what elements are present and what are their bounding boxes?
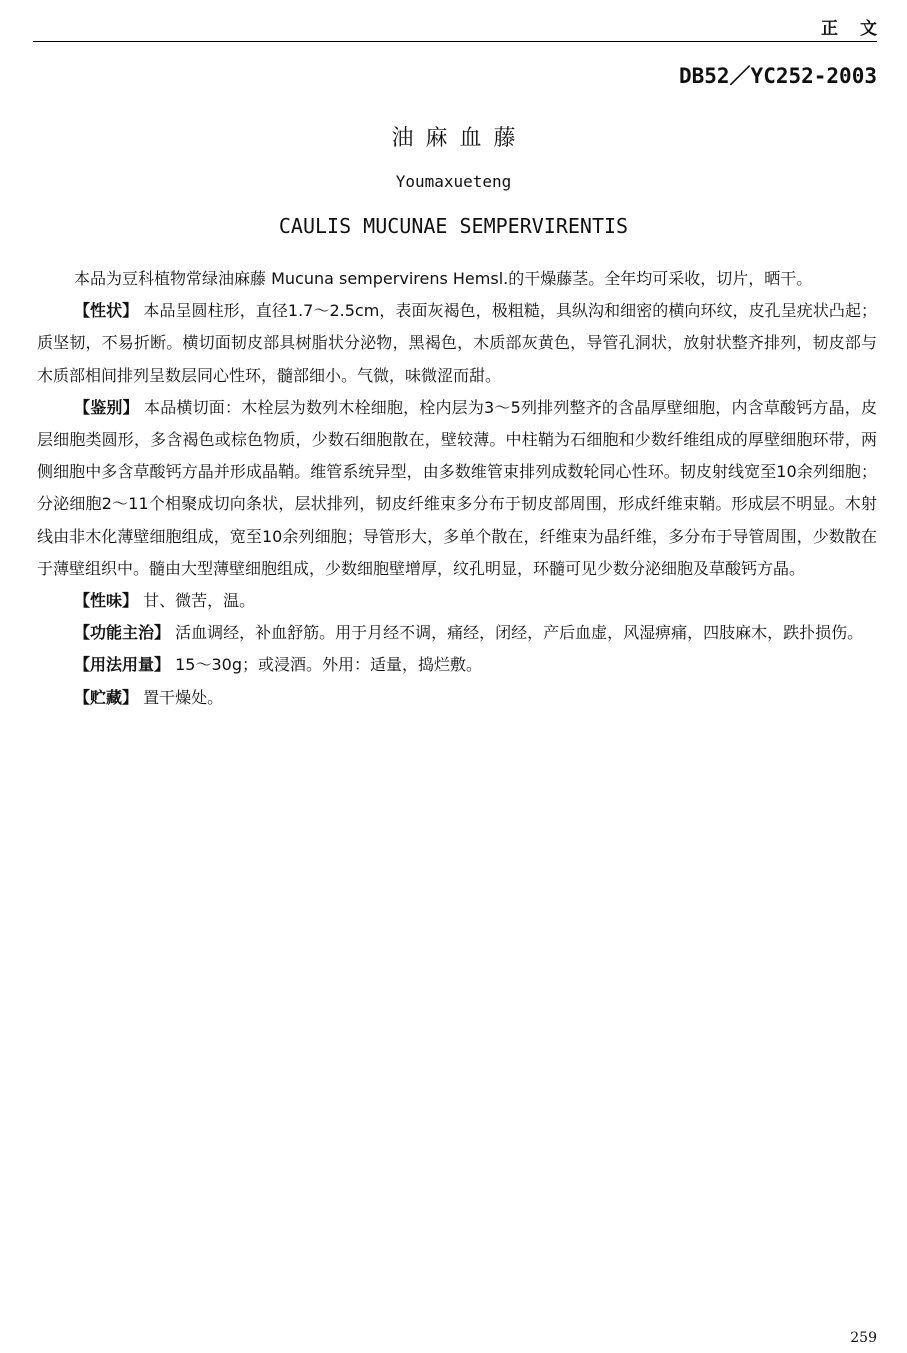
section-label: 【性味】 <box>74 591 139 611</box>
intro-paragraph: 本品为豆科植物常绿油麻藤 Mucuna sempervirens Hemsl.的干燥藤茎。全年均可采收，切片，晒干。 <box>74 269 813 288</box>
section-label: 【性状】 <box>74 301 139 321</box>
section-appearance <box>37 295 877 392</box>
section-text: 甘、微苦，温。 <box>143 591 256 611</box>
page-number: 259 <box>850 1330 877 1346</box>
section-text: 本品横切面：木栓层为数列木栓细胞，栓内层为3～5列排列整齐的含晶厚壁细胞，内含草酸钙方晶，皮层细胞类圆形，多含褐色或棕色物质，少数石细胞散在，壁较薄。中柱鞘为石细胞和少数纤维组成的厚壁细胞环带，两侧细胞中多含草酸钙方晶并形成晶鞘。维管系统异型，由多数维管束排列成数轮同心性环。韧皮射线宽至10余列细胞；分泌细胞2～11个相聚成切向条状，层状排列，韧皮纤维束多分布于韧皮部周围，形成纤维束鞘。形成层不明显。木射线由非木化薄壁细胞组成，宽至10余列细胞；导管形大，多单个散在，纤维束为晶纤维，多分布于导管周围，少数散在于薄壁组织中。髓由大型薄壁细胞组成，少数细胞壁增厚，纹孔明显，环髓可见少数分泌细胞及草酸钙方晶。 <box>37 397 877 578</box>
title-pinyin: Youmaxueteng <box>395 172 512 191</box>
title-latin: CAULIS MUCUNAE SEMPERVIRENTIS <box>278 214 629 238</box>
section-label: 【用法用量】 <box>74 655 171 675</box>
header-rule <box>33 41 877 42</box>
section-label: 【鉴别】 <box>74 397 139 417</box>
section-usage-dosage <box>37 649 877 681</box>
section-text: 置干燥处。 <box>143 687 224 707</box>
section-text: 15～30g；或浸酒。外用：适量，捣烂敷。 <box>175 655 482 675</box>
section-text: 活血调经，补血舒筋。用于月经不调，痛经，闭经，产后血虚，风湿痹痛，四肢麻木，跌扑损伤。 <box>175 623 864 643</box>
section-nature-flavor <box>37 585 877 617</box>
section-functions <box>37 617 877 649</box>
standard-code: DB52／YC252-2003 <box>678 64 877 88</box>
section-identification <box>37 392 877 585</box>
title-chinese: 油麻血藤 <box>391 126 528 151</box>
section-text: 本品呈圆柱形，直径1.7～2.5cm，表面灰褐色，极粗糙，具纵沟和细密的横向环纹，皮孔呈疣状凸起；质坚韧，不易折断。横切面韧皮部具树脂状分泌物，黑褐色，木质部灰黄色，导管孔洞状，放射状整齐排列，韧皮部与木质部相间排列呈数层同心性环，髓部细小。气微，味微涩而甜。 <box>37 301 877 385</box>
section-storage <box>37 682 877 714</box>
monograph-body <box>37 263 877 714</box>
section-label: 【功能主治】 <box>74 623 171 643</box>
running-header-section: 正文 <box>821 19 899 39</box>
section-label: 【贮藏】 <box>74 687 139 707</box>
